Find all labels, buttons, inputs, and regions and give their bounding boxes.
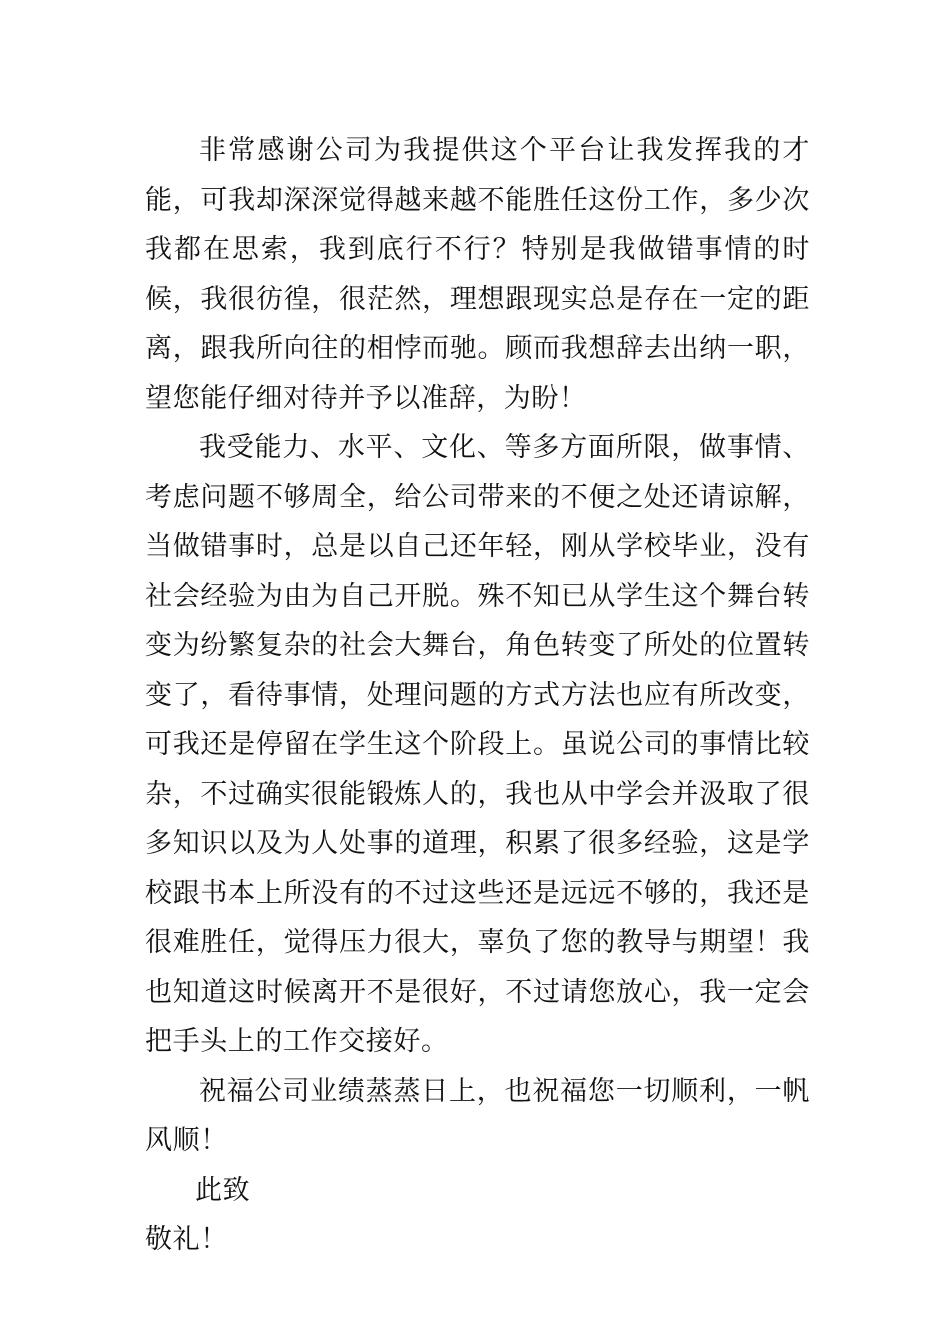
paragraph-wishes: 祝福公司业绩蒸蒸日上，也祝福您一切顺利，一帆风顺！ xyxy=(145,1075,810,1156)
letter-body xyxy=(145,126,810,1265)
closing-phrase: 此致 xyxy=(195,1174,251,1206)
paragraph-gratitude: 非常感谢公司为我提供这个平台让我发挥我的才能，可我却深深觉得越来越不能胜任这份工作，多少次我都在思索，我到底行不行？特别是我做错事情的时候，我很彷徨，很茫然，理想跟现实总是存在一定的距离，跟我所向往的相悖而驰。顾而我想辞去出纳一职，望您能仔细对待并予以准辞，为盼！ xyxy=(145,135,810,414)
salutation: 敬礼！ xyxy=(145,1224,228,1255)
paragraph-reflection: 我受能力、水平、文化、等多方面所限，做事情、考虑问题不够周全，给公司带来的不便之处还请谅解，当做错事时，总是以自己还年轻，刚从学校毕业，没有社会经验为由为自己开脱。殊不知已从学生这个舞台转变为纷繁复杂的社会大舞台，角色转变了所处的位置转变了，看待事情，处理问题的方式方法也应有所改变，可我还是停留在学生这个阶段上。虽说公司的事情比较杂，不过确实很能锻炼人的，我也从中学会并汲取了很多知识以及为人处事的道理，积累了很多经验，这是学校跟书本上所没有的不过这些还是远远不够的，我还是很难胜任，觉得压力很大，辜负了您的教导与期望！我也知道这时候离开不是很好，不过请您放心，我一定会把手头上的工作交接好。 xyxy=(145,432,810,1057)
